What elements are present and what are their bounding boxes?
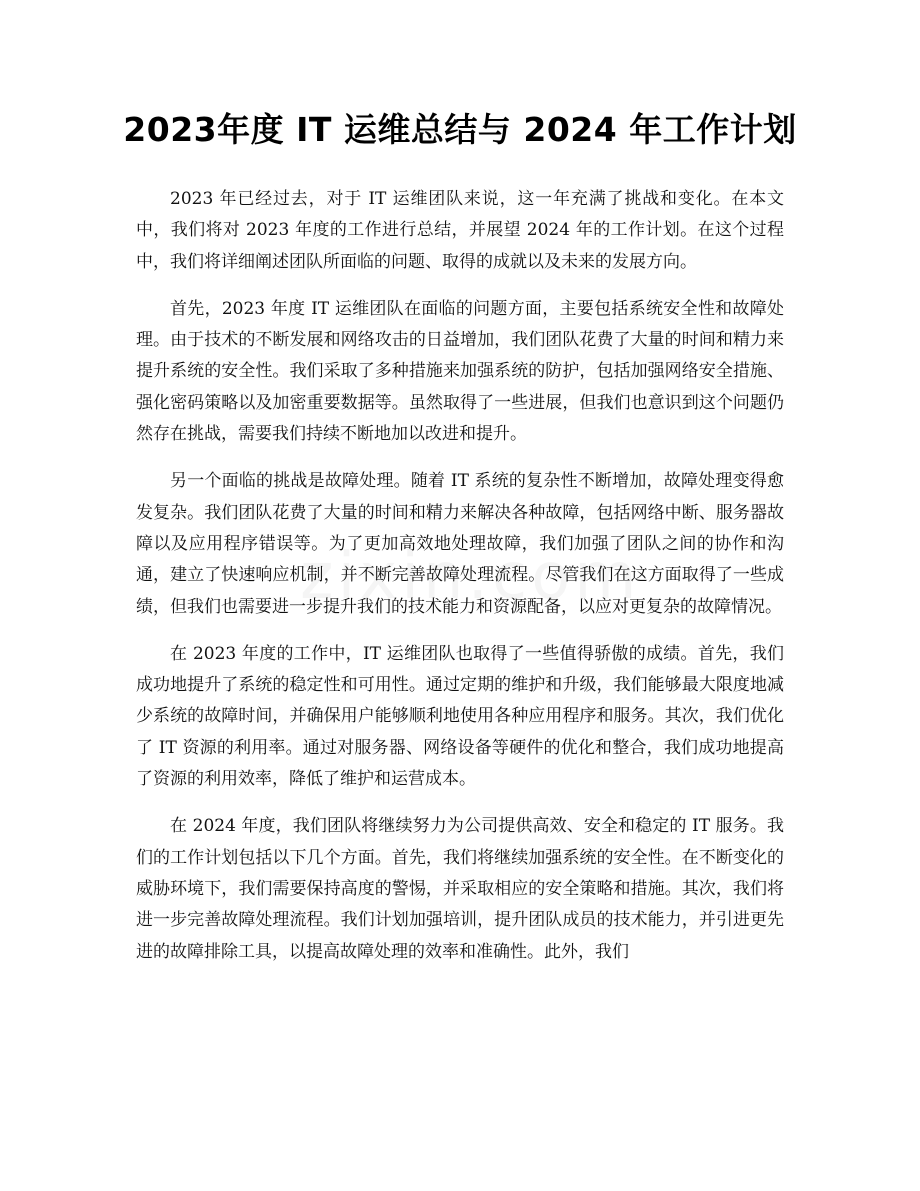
paragraph-intro: 2023 年已经过去，对于 IT 运维团队来说，这一年充满了挑战和变化。在本文中，我们将对 2023 年度的工作进行总结，并展望 2024 年的工作计划。在这个过程中，我们将详细阐述团队所面临的问题、取得的成就以及未来的发展方向。 bbox=[136, 189, 784, 272]
paragraph-achievements: 在 2023 年度的工作中，IT 运维团队也取得了一些值得骄傲的成绩。首先，我们成功地提升了系统的稳定性和可用性。通过定期的维护和升级，我们能够最大限度地减少系统的故障时间，并确保用户能够顺利地使用各种应用程序和服务。其次，我们优化了 IT 资源的利用率。通过对服务器、网络设备等硬件的优化和整合，我们成功地提高了资源的利用效率，降低了维护和运营成本。 bbox=[136, 643, 784, 790]
paragraph-fault-handling: 另一个面临的挑战是故障处理。随着 IT 系统的复杂性不断增加，故障处理变得愈发复杂。我们团队花费了大量的时间和精力来解决各种故障，包括网络中断、服务器故障以及应用程序错误等。为了更加高效地处理故障，我们加强了团队之间的协作和沟通，建立了快速响应机制，并不断完善故障处理流程。尽管我们在这方面取得了一些成绩，但我们也需要进一步提升我们的技术能力和资源配备，以应对更复杂的故障情况。 bbox=[136, 471, 784, 617]
paragraph-2024-plan: 在 2024 年度，我们团队将继续努力为公司提供高效、安全和稳定的 IT 服务。我们的工作计划包括以下几个方面。首先，我们将继续加强系统的安全性。在不断变化的威胁环境下，我们需要保持高度的警惕，并采取相应的安全策略和措施。其次，我们将进一步完善故障处理流程。我们计划加强培训，提升团队成员的技术能力，并引进更先进的故障排除工具，以提高故障处理的效率和准确性。此外，我们 bbox=[136, 816, 784, 962]
paragraph-security: 首先，2023 年度 IT 运维团队在面临的问题方面，主要包括系统安全性和故障处理。由于技术的不断发展和网络攻击的日益增加，我们团队花费了大量的时间和精力来提升系统的安全性。我们采取了多种措施来加强系统的防护，包括加强网络安全措施、强化密码策略以及加密重要数据等。虽然取得了一些进展，但我们也意识到这个问题仍然存在挑战，需要我们持续不断地加以改进和提升。 bbox=[136, 298, 784, 445]
document-body bbox=[136, 184, 784, 984]
document-title: 2023年度 IT 运维总结与 2024 年工作计划 bbox=[123, 110, 797, 149]
